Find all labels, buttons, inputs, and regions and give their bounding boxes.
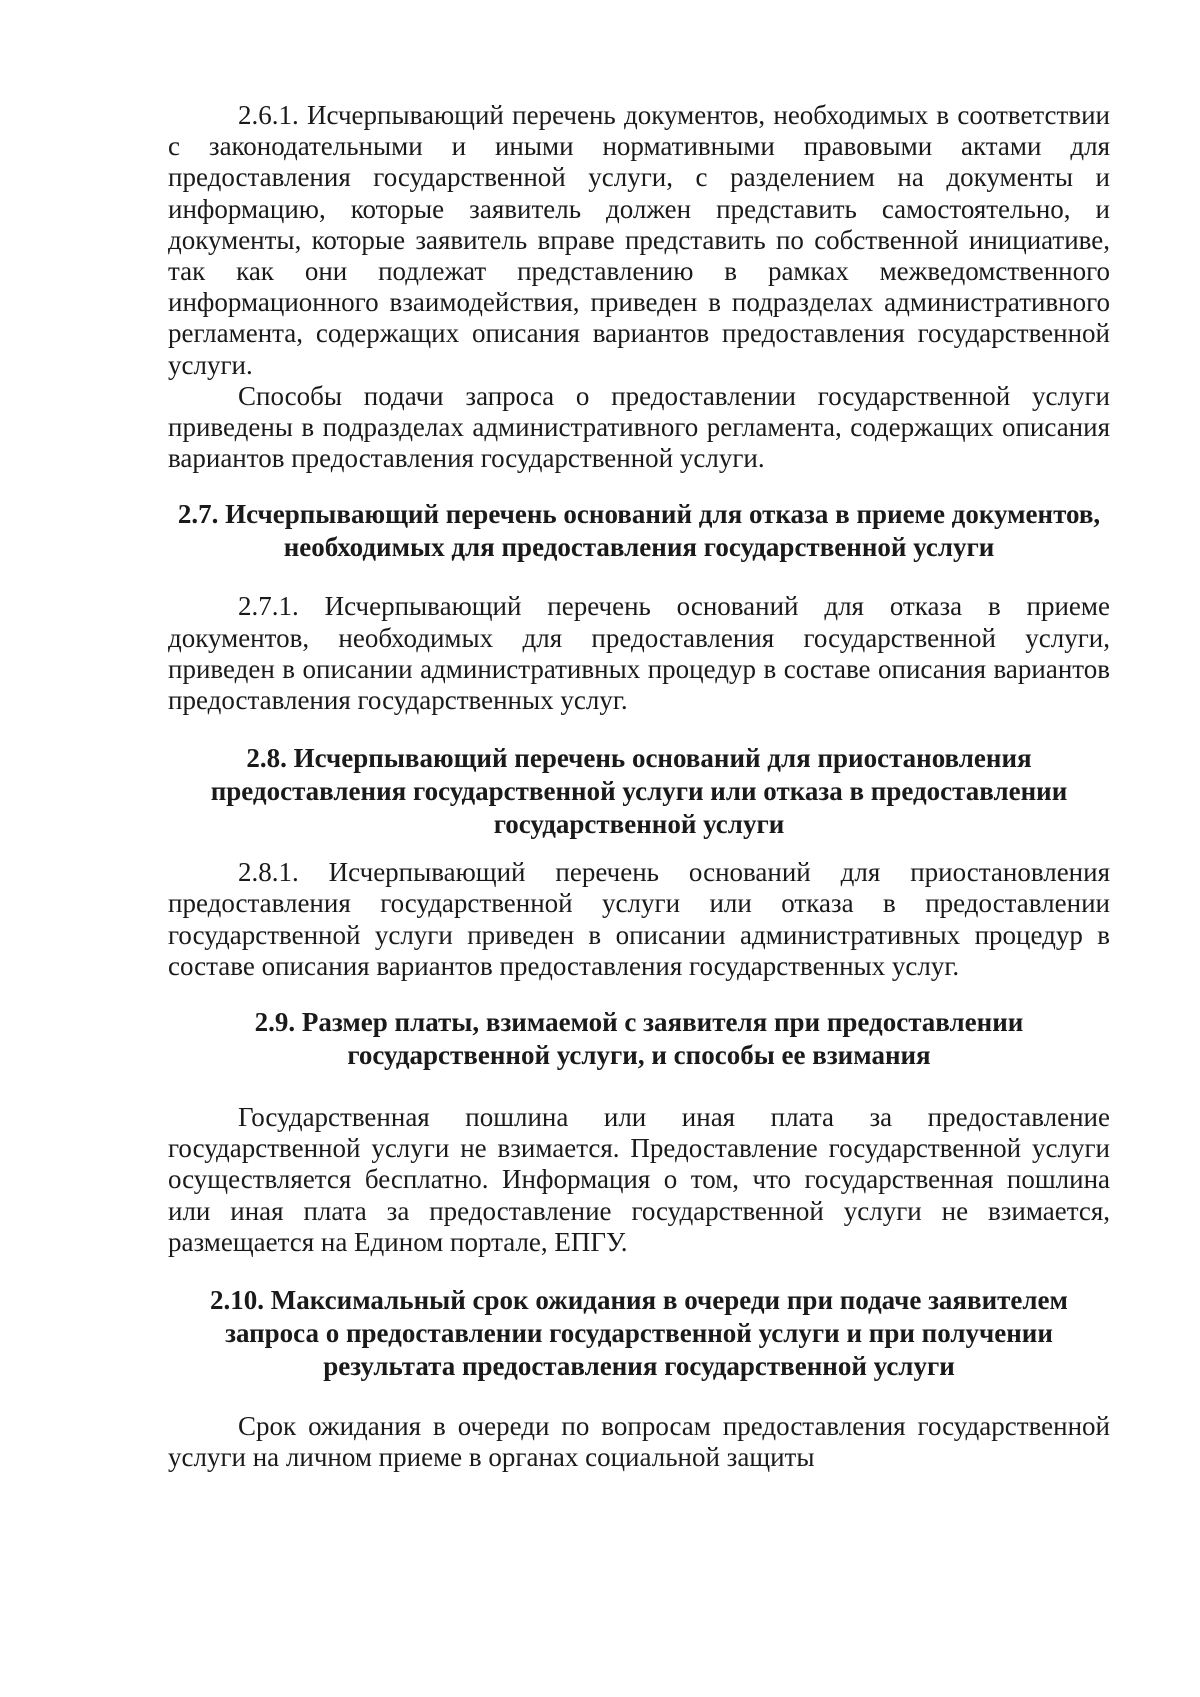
heading-2-10: 2.10. Максимальный срок ожидания в очереди при подаче заявителем запроса о предоставлении государственной услуги и при получении результата предоставления государственной услуги: [210, 1285, 1068, 1382]
paragraph-2-6-1: 2.6.1. Исчерпывающий перечень документов, необходимых в соответствии с законодательными и иными нормативными правовыми актами для предоставления государственной услуги, с разделением на документы и информацию, которые заявитель должен представить самостоятельно, и документы, которые заявитель вправе представить по собственной инициативе, так как они подлежат представлению в рамках межведомственного информационного взаимодействия, приведен в подразделах административного регламента, содержащих описания вариантов предоставления государственной услуги.: [168, 100, 1110, 380]
document-page: [168, 100, 1110, 1473]
paragraph-2-7-1: 2.7.1. Исчерпывающий перечень оснований для отказа в приеме документов, необходимых для предоставления государственной услуги, приведен в описании административных процедур в составе описания вариантов предоставления государственных услуг.: [168, 591, 1110, 716]
paragraph-2-10: Срок ожидания в очереди по вопросам предоставления государственной услуги на личном приеме в органах социальной защиты: [168, 1411, 1110, 1473]
paragraph-2-9: Государственная пошлина или иная плата за предоставление государственной услуги не взимается. Предоставление государственной услуги осуществляется бесплатно. Информация о том, что государственная пошлина или иная плата за предоставление государственной услуги не взимается, размещается на Едином портале, ЕПГУ.: [168, 1102, 1110, 1257]
paragraph-submission-methods: Способы подачи запроса о предоставлении государственной услуги приведены в подразделах административного регламента, содержащих описания вариантов предоставления государственной услуги.: [168, 380, 1110, 474]
heading-2-7: 2.7. Исчерпывающий перечень оснований для отказа в приеме документов, необходимых для предоставления государственной услуги: [177, 499, 1101, 563]
paragraph-2-8-1: 2.8.1. Исчерпывающий перечень оснований для приостановления предоставления государственной услуги или отказа в предоставлении государственной услуги приведен в описании административных процедур в составе описания вариантов предоставления государственных услуг.: [168, 857, 1110, 981]
heading-2-8: 2.8. Исчерпывающий перечень оснований для приостановления предоставления государственной услуги или отказа в предоставлении государственной услуги: [210, 743, 1068, 840]
heading-2-9: 2.9. Размер платы, взимаемой с заявителя при предоставлении государственной услуги, и способы ее взимания: [254, 1007, 1024, 1071]
